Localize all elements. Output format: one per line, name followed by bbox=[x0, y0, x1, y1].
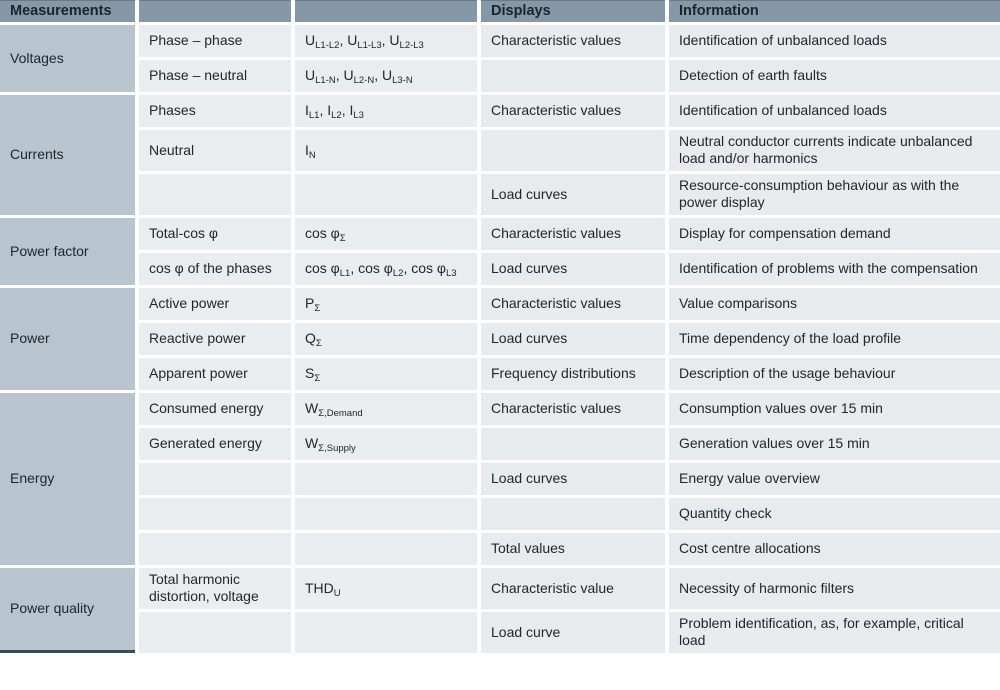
display-cell: Total values bbox=[481, 533, 665, 565]
symbol-cell: $\cos \varphi_{L1}$, $\cos \varphi_{L2}$, $\cos \varphi_{L3}$ bbox=[295, 253, 477, 285]
display-cell: Characteristic values bbox=[481, 288, 665, 320]
table-header-row bbox=[0, 0, 1000, 22]
display-cell bbox=[481, 498, 665, 530]
symbol-subscript: Σ,Demand bbox=[318, 408, 363, 419]
category-cell: Power bbox=[0, 288, 135, 390]
symbol-cell bbox=[295, 612, 477, 653]
symbol-subscript: L2 bbox=[331, 110, 342, 121]
symbol-subscript: L1 bbox=[308, 110, 320, 121]
symbol-cell: $P_\Sigma$ bbox=[295, 288, 477, 320]
symbol-subscript: Σ bbox=[314, 373, 321, 384]
display-cell: Characteristic values bbox=[481, 95, 665, 127]
display-cell bbox=[481, 130, 665, 171]
information-cell: Display for compensation demand bbox=[669, 218, 1000, 250]
measurement-cell bbox=[139, 174, 291, 215]
symbol-cell bbox=[295, 498, 477, 530]
symbol-cell: $\cos \varphi_\Sigma$ bbox=[295, 218, 477, 250]
header-col2-spacer bbox=[139, 0, 291, 22]
symbol-subscript: L2 bbox=[392, 268, 404, 279]
display-cell: Characteristic values bbox=[481, 218, 665, 250]
symbol-subscript: L3 bbox=[353, 110, 364, 121]
measurement-cell: Phases bbox=[139, 95, 291, 127]
table-body bbox=[0, 25, 1000, 653]
information-cell: Resource-consumption behaviour as with the power display bbox=[669, 174, 1000, 215]
symbol-subscript: L1 bbox=[339, 268, 351, 279]
information-cell: Problem identification, as, for example, critical load bbox=[669, 612, 1000, 653]
table-row bbox=[0, 95, 1000, 127]
information-cell: Value comparisons bbox=[669, 288, 1000, 320]
measurement-cell: Phase – phase bbox=[139, 25, 291, 57]
symbol-subscript: L1-N bbox=[315, 75, 336, 86]
information-cell: Quantity check bbox=[669, 498, 1000, 530]
category-cell: Energy bbox=[0, 393, 135, 565]
table-row bbox=[0, 463, 1000, 495]
category-cell: Power quality bbox=[0, 568, 135, 653]
information-cell: Detection of earth faults bbox=[669, 60, 1000, 92]
measurement-cell bbox=[139, 498, 291, 530]
symbol-cell bbox=[295, 533, 477, 565]
measurement-cell: Phase – neutral bbox=[139, 60, 291, 92]
information-cell: Necessity of harmonic filters bbox=[669, 568, 1000, 609]
display-cell: Load curve bbox=[481, 612, 665, 653]
symbol-subscript: Σ bbox=[314, 303, 321, 314]
display-cell: Frequency distributions bbox=[481, 358, 665, 390]
measurement-cell: Consumed energy bbox=[139, 393, 291, 425]
symbol-subscript: Σ,Supply bbox=[318, 443, 356, 454]
category-cell: Voltages bbox=[0, 25, 135, 92]
display-cell: Load curves bbox=[481, 323, 665, 355]
information-cell: Identification of unbalanced loads bbox=[669, 95, 1000, 127]
display-cell: Characteristic values bbox=[481, 25, 665, 57]
information-cell: Description of the usage behaviour bbox=[669, 358, 1000, 390]
symbol-subscript: N bbox=[308, 149, 316, 161]
symbol-cell: $U_{L1-N}$, $U_{L2-N}$, $U_{L3-N}$ bbox=[295, 60, 477, 92]
table-row bbox=[0, 218, 1000, 250]
table-row bbox=[0, 288, 1000, 320]
display-cell: Characteristic value bbox=[481, 568, 665, 609]
category-cell: Currents bbox=[0, 95, 135, 215]
category-cell: Power factor bbox=[0, 218, 135, 285]
measurement-cell: Active power bbox=[139, 288, 291, 320]
display-cell bbox=[481, 428, 665, 460]
information-cell: Time dependency of the load profile bbox=[669, 323, 1000, 355]
table-row bbox=[0, 253, 1000, 285]
table-row bbox=[0, 498, 1000, 530]
symbol-subscript: L1-L3 bbox=[357, 40, 382, 51]
table-row bbox=[0, 358, 1000, 390]
symbol-cell: $I_N$ bbox=[295, 130, 477, 171]
measurement-cell bbox=[139, 463, 291, 495]
measurement-cell: Apparent power bbox=[139, 358, 291, 390]
symbol-cell: $Q_\Sigma$ bbox=[295, 323, 477, 355]
symbol-subscript: L2-L3 bbox=[399, 40, 424, 51]
table-row bbox=[0, 568, 1000, 609]
symbol-subscript: L2-N bbox=[353, 75, 375, 86]
header-displays: Displays bbox=[481, 0, 665, 22]
symbol-cell: $U_{L1-L2}$, $U_{L1-L3}$, $U_{L2-L3}$ bbox=[295, 25, 477, 57]
symbol-cell: $S_\Sigma$ bbox=[295, 358, 477, 390]
symbol-subscript: L3-N bbox=[392, 75, 413, 86]
information-cell: Consumption values over 15 min bbox=[669, 393, 1000, 425]
display-cell: Load curves bbox=[481, 463, 665, 495]
symbol-subscript: L3 bbox=[446, 268, 457, 279]
information-cell: Cost centre allocations bbox=[669, 533, 1000, 565]
symbol-cell: $I_{L1}$, $I_{L2}$, $I_{L3}$ bbox=[295, 95, 477, 127]
table-row bbox=[0, 25, 1000, 57]
table-row bbox=[0, 533, 1000, 565]
information-cell: Generation values over 15 min bbox=[669, 428, 1000, 460]
symbol-cell: $THD_U$ bbox=[295, 568, 477, 609]
display-cell: Load curves bbox=[481, 174, 665, 215]
measurement-cell: Generated energy bbox=[139, 428, 291, 460]
display-cell: Load curves bbox=[481, 253, 665, 285]
symbol-subscript: L1-L2 bbox=[315, 40, 340, 51]
information-cell: Energy value overview bbox=[669, 463, 1000, 495]
symbol-cell bbox=[295, 174, 477, 215]
table-row bbox=[0, 393, 1000, 425]
table-row bbox=[0, 130, 1000, 171]
measurement-cell: Reactive power bbox=[139, 323, 291, 355]
measurement-cell bbox=[139, 533, 291, 565]
header-col3-spacer bbox=[295, 0, 477, 22]
information-cell: Identification of unbalanced loads bbox=[669, 25, 1000, 57]
table-row bbox=[0, 612, 1000, 653]
measurement-cell bbox=[139, 612, 291, 653]
measurement-cell: Neutral bbox=[139, 130, 291, 171]
header-measurements: Measurements bbox=[0, 0, 135, 22]
table-row bbox=[0, 174, 1000, 215]
symbol-cell bbox=[295, 463, 477, 495]
display-cell: Characteristic values bbox=[481, 393, 665, 425]
display-cell bbox=[481, 60, 665, 92]
table-row bbox=[0, 323, 1000, 355]
symbol-cell: $W_{\Sigma,Supply}$ bbox=[295, 428, 477, 460]
header-information: Information bbox=[669, 0, 1000, 22]
measurement-cell: cos φ of the phases bbox=[139, 253, 291, 285]
measurement-cell: Total-cos φ bbox=[139, 218, 291, 250]
information-cell: Neutral conductor currents indicate unbalanced load and/or harmonics bbox=[669, 130, 1000, 171]
symbol-subscript: Σ bbox=[315, 338, 322, 349]
table-row bbox=[0, 428, 1000, 460]
symbol-subscript: Σ bbox=[339, 233, 346, 244]
information-cell: Identification of problems with the compensation bbox=[669, 253, 1000, 285]
symbol-subscript: U bbox=[333, 587, 341, 599]
symbol-cell: $W_{\Sigma,Demand}$ bbox=[295, 393, 477, 425]
table-row bbox=[0, 60, 1000, 92]
measurement-cell: Total harmonic distortion, voltage bbox=[139, 568, 291, 609]
